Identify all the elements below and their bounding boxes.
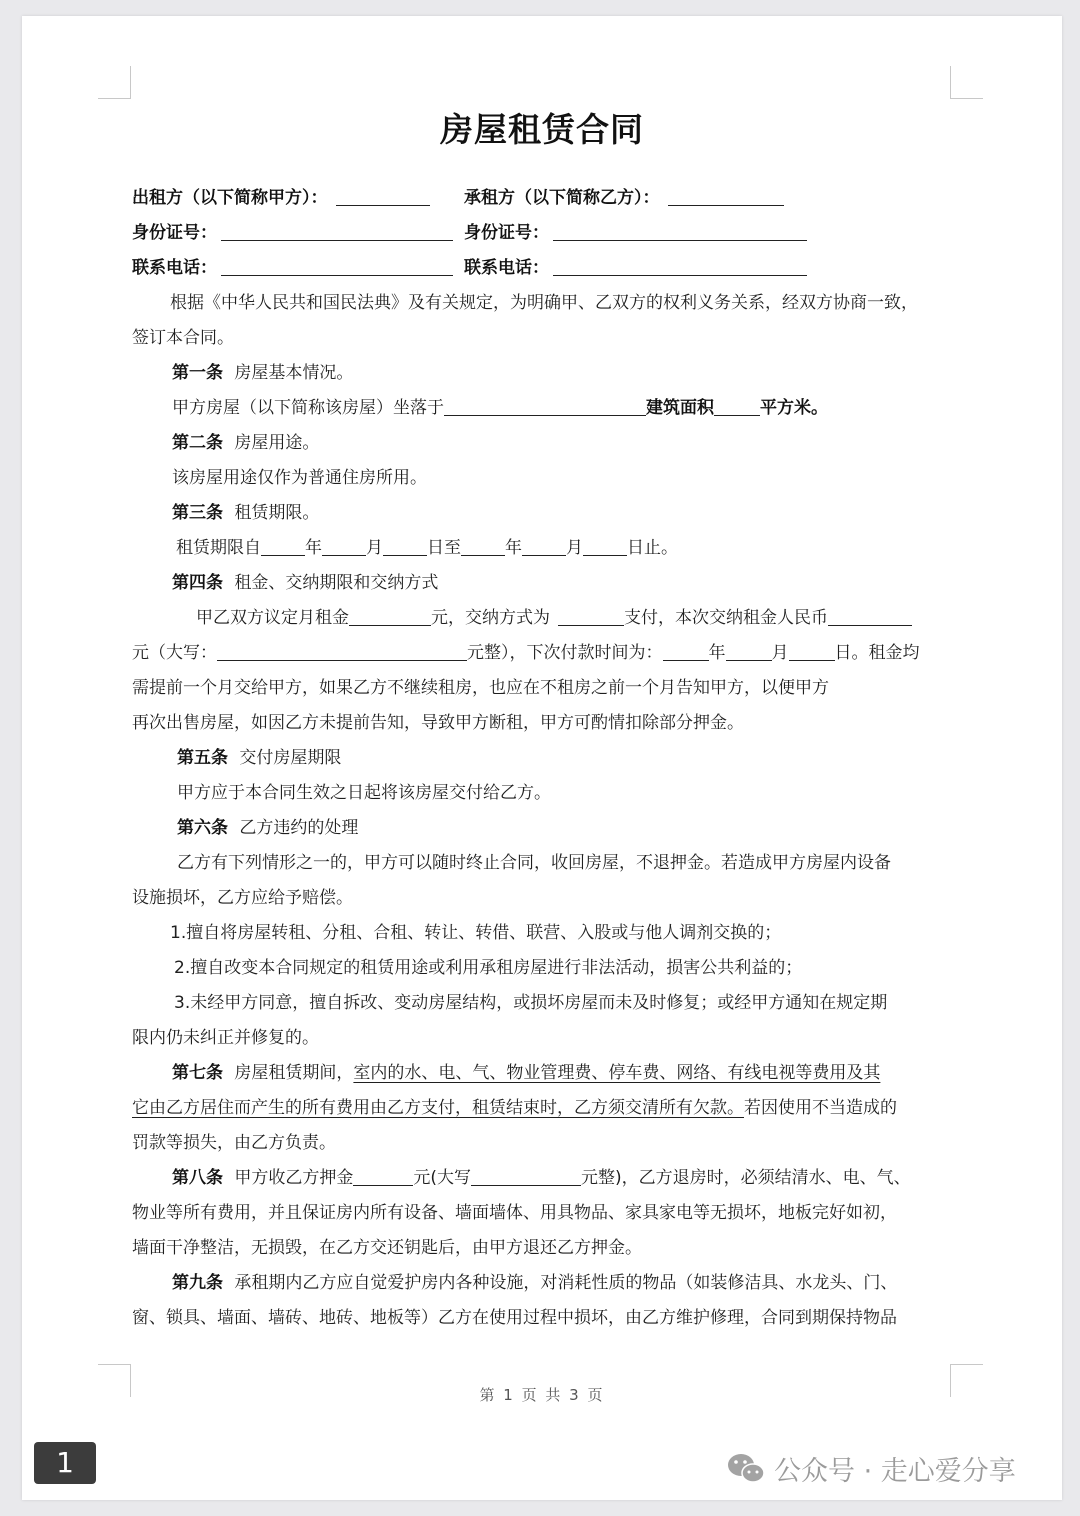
article-6-line-2: 设施损坏，乙方应给予赔偿。 [132, 888, 353, 908]
article-5-text: 甲方应于本合同生效之日起将该房屋交付给乙方。 [177, 783, 551, 803]
party-b-label: 承租方（以下简称乙方）： [464, 188, 660, 208]
deposit-label: 甲方收乙方押金 [234, 1168, 354, 1188]
article-8-line-1 [132, 1161, 952, 1196]
article-6-title: 乙方违约的处理 [239, 818, 359, 838]
watermark [726, 1452, 1016, 1492]
month-label-3: 月 [771, 643, 789, 663]
article-4-heading [132, 566, 952, 601]
next-year-blank [663, 642, 709, 661]
article-4-line-3: 需提前一个月交给甲方，如果乙方不继续租房，也应在不租房之前一个月告知甲方，以便甲方 [132, 678, 829, 698]
article-2-text: 该房屋用途仅作为普通住房所用。 [172, 468, 427, 488]
article-3-title: 租赁期限。 [234, 503, 320, 523]
payment-method-label: 元，交纳方式为 [431, 608, 550, 628]
article-1-location-label: 甲方房屋（以下简称该房屋）坐落于 [172, 398, 444, 418]
article-8-number: 第八条 [172, 1168, 223, 1188]
article-4-title: 租金、交纳期限和交纳方式 [234, 573, 439, 593]
article-6-item-3-cont: 限内仍未纠正并修复的。 [132, 1028, 319, 1048]
party-row [132, 181, 952, 216]
term-start-label: 租赁期限自 [176, 538, 261, 558]
year-label: 年 [305, 538, 322, 558]
article-3-text [132, 531, 952, 566]
deposit-words-blank [471, 1167, 581, 1186]
article-7-line-1 [132, 1056, 952, 1091]
rent-note-start: 日。租金均 [834, 643, 920, 663]
phone-label-a: 联系电话： [132, 258, 217, 278]
article-6-line-1: 乙方有下列情形之一的，甲方可以随时终止合同，收回房屋，不退押金。若造成甲方房屋内设备 [177, 853, 891, 873]
year-label-2: 年 [505, 538, 522, 558]
location-blank [444, 397, 646, 416]
article-3-number: 第三条 [172, 503, 223, 523]
article-7-underlined-1: 室内的水、电、气、物业管理费、停车费、网络、有线电视等费用及其 [353, 1063, 881, 1083]
article-4-number: 第四条 [172, 573, 223, 593]
end-month-blank [522, 537, 566, 556]
document-page [22, 16, 1062, 1500]
article-9-number: 第九条 [172, 1273, 223, 1293]
article-7-line-3: 罚款等损失，由乙方负责。 [132, 1133, 336, 1153]
watermark-text: 公众号 · 走心爱分享 [774, 1456, 1016, 1487]
article-7-underlined-2: 它由乙方居住而产生的所有费用由乙方支付，租赁结束时，乙方须交清所有欠款。 [132, 1098, 744, 1118]
day-to-label: 日至 [427, 538, 461, 558]
phone-a-blank [221, 257, 453, 276]
article-2-heading [132, 426, 952, 461]
article-1-title: 房屋基本情况。 [234, 363, 354, 383]
party-a-blank [336, 187, 430, 206]
deposit-words-label: 元(大写 [413, 1168, 472, 1188]
monthly-rent-blank [349, 607, 431, 626]
id-row [132, 216, 952, 251]
article-7-number: 第七条 [172, 1063, 223, 1083]
next-payment-label: 元整），下次付款时间为： [467, 643, 663, 663]
id-b-blank [553, 222, 807, 241]
term-end-label: 日止。 [627, 538, 678, 558]
intro-line-2: 签订本合同。 [132, 328, 234, 348]
id-a-blank [221, 222, 453, 241]
end-day-blank [583, 537, 627, 556]
end-year-blank [461, 537, 505, 556]
rent-amount-blank [828, 607, 912, 626]
article-6-heading [132, 811, 952, 846]
article-7-lead: 房屋租赁期间， [234, 1063, 354, 1083]
id-label-a: 身份证号： [132, 223, 217, 243]
id-label-b: 身份证号： [464, 223, 549, 243]
document-body [132, 181, 952, 1336]
article-6-item-2: 2.擅自改变本合同规定的租赁用途或利用承租房屋进行非法活动，损害公共利益的； [174, 958, 803, 978]
party-a-label: 出租方（以下简称甲方）： [132, 188, 328, 208]
rent-amount-label: 支付，本次交纳租金人民币 [624, 608, 828, 628]
article-9-lead: 承租期内乙方应自觉爱护房内各种设施，对消耗性质的物品（如装修洁具、水龙头、门、 [234, 1273, 898, 1293]
article-5-number: 第五条 [177, 748, 228, 768]
month-label-2: 月 [566, 538, 583, 558]
article-1-text [132, 391, 952, 426]
article-9-line-1 [132, 1266, 952, 1301]
month-label: 月 [366, 538, 383, 558]
area-label: 建筑面积 [646, 398, 714, 418]
monthly-rent-label: 甲乙双方议定月租金 [196, 608, 349, 628]
article-7-tail: 若因使用不当造成的 [744, 1098, 897, 1118]
article-1-heading [132, 356, 952, 391]
amount-words-blank [217, 642, 467, 661]
article-5-heading [132, 741, 952, 776]
article-8-tail: 元整)，乙方退房时，必须结清水、电、气、 [581, 1168, 911, 1188]
article-9-line-2: 窗、锁具、墙面、墙砖、地砖、地板等）乙方在使用过程中损坏，由乙方维护修理，合同到期保持物品 [132, 1308, 897, 1328]
amount-words-label: 元（大写： [132, 643, 217, 663]
article-3-heading [132, 496, 952, 531]
article-6-item-1: 1.擅自将房屋转租、分租、合租、转让、转借、联营、入股或与他人调剂交换的； [170, 923, 782, 943]
party-b-blank [668, 187, 784, 206]
article-7-line-2 [132, 1091, 952, 1126]
phone-row [132, 251, 952, 286]
area-unit: 平方米。 [760, 398, 828, 418]
wechat-icon [726, 1452, 766, 1486]
start-day-blank [383, 537, 427, 556]
page-footer: 第 1 页 共 3 页 [479, 1386, 605, 1404]
phone-label-b: 联系电话： [464, 258, 549, 278]
next-day-blank [789, 642, 835, 661]
phone-b-blank [553, 257, 807, 276]
article-6-number: 第六条 [177, 818, 228, 838]
area-blank [714, 397, 760, 416]
document-title: 房屋租赁合同 [440, 110, 644, 149]
article-2-title: 房屋用途。 [234, 433, 320, 453]
article-8-line-2: 物业等所有费用，并且保证房内所有设备、墙面墙体、用具物品、家具家电等无损坏，地板完好如初， [132, 1203, 897, 1223]
article-8-line-3: 墙面干净整洁，无损毁，在乙方交还钥匙后，由甲方退还乙方押金。 [132, 1238, 642, 1258]
intro-line-1: 根据《中华人民共和国民法典》及有关规定，为明确甲、乙双方的权利义务关系，经双方协商一致， [170, 293, 918, 313]
crop-mark-top-right [950, 66, 983, 99]
start-year-blank [261, 537, 305, 556]
crop-mark-top-left [98, 66, 131, 99]
article-5-title: 交付房屋期限 [239, 748, 342, 768]
article-6-item-3: 3.未经甲方同意，擅自拆改、变动房屋结构，或损坏房屋而未及时修复；或经甲方通知在规定期 [174, 993, 888, 1013]
next-month-blank [726, 642, 772, 661]
article-4-line-1 [132, 601, 952, 636]
payment-method-blank [558, 607, 624, 626]
start-month-blank [322, 537, 366, 556]
article-2-number: 第二条 [172, 433, 223, 453]
deposit-blank [353, 1167, 413, 1186]
article-4-line-4: 再次出售房屋，如因乙方未提前告知，导致甲方断租，甲方可酌情扣除部分押金。 [132, 713, 744, 733]
article-1-number: 第一条 [172, 363, 223, 383]
article-4-line-2 [132, 636, 952, 671]
year-label-3: 年 [708, 643, 726, 663]
page-number-badge: 1 [34, 1442, 96, 1484]
